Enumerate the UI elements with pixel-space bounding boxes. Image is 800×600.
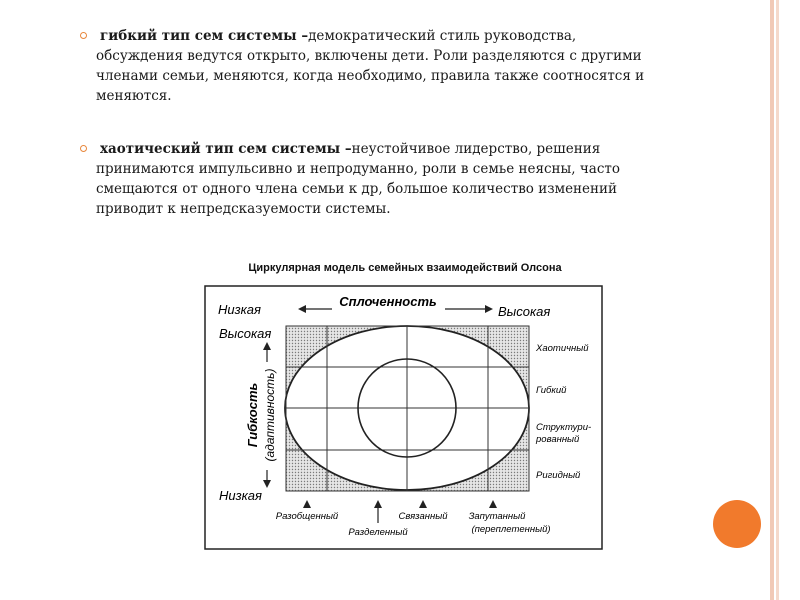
label-disengaged: Разобщенный [275,511,339,522]
text-chaotic: неустойчивое лидерство, решения принимаются импульсивно и непродуманно, роли в семье неясны, часто смещаются от одного члена семьи к др, большое количество изменений приводит к непредсказуемости системы. [96,141,620,217]
label-structured-2: рованный [536,434,580,445]
flex-low-label: Низкая [219,488,262,503]
term-flexible: гибкий тип сем системы – [100,28,309,44]
flex-sublabel: (адаптивность) [263,368,277,462]
label-chaotic: Хаотичный [536,343,589,354]
label-connected: Связанный [398,511,448,522]
cohesion-low-label: Низкая [218,302,261,317]
label-enmeshed-1: Запутанный [468,511,526,522]
text-flexible: демократический стиль руководства, обсуждения ведутся открыто, включены дети. Роли разделяются с другими членами семьи, меняются, когда необходимо, правила также соотносятся и меняются. [96,28,645,104]
decorative-orange-circle [713,500,761,548]
label-separated: Разделенный [348,527,408,538]
flex-label: Гибкость [245,382,260,448]
diagram-title: Циркулярная модель семейных взаимодействий Олсона [248,262,562,274]
label-rigid: Ригидный [536,470,581,481]
cohesion-label: Сплоченность [339,294,437,309]
label-flexible: Гибкий [536,385,567,396]
flex-high-label: Высокая [219,326,272,341]
label-enmeshed-2: (переплетенный) [471,524,551,535]
label-structured-1: Структури- [536,422,592,433]
cohesion-high-label: Высокая [498,304,551,319]
term-chaotic: хаотический тип сем системы – [100,141,352,157]
